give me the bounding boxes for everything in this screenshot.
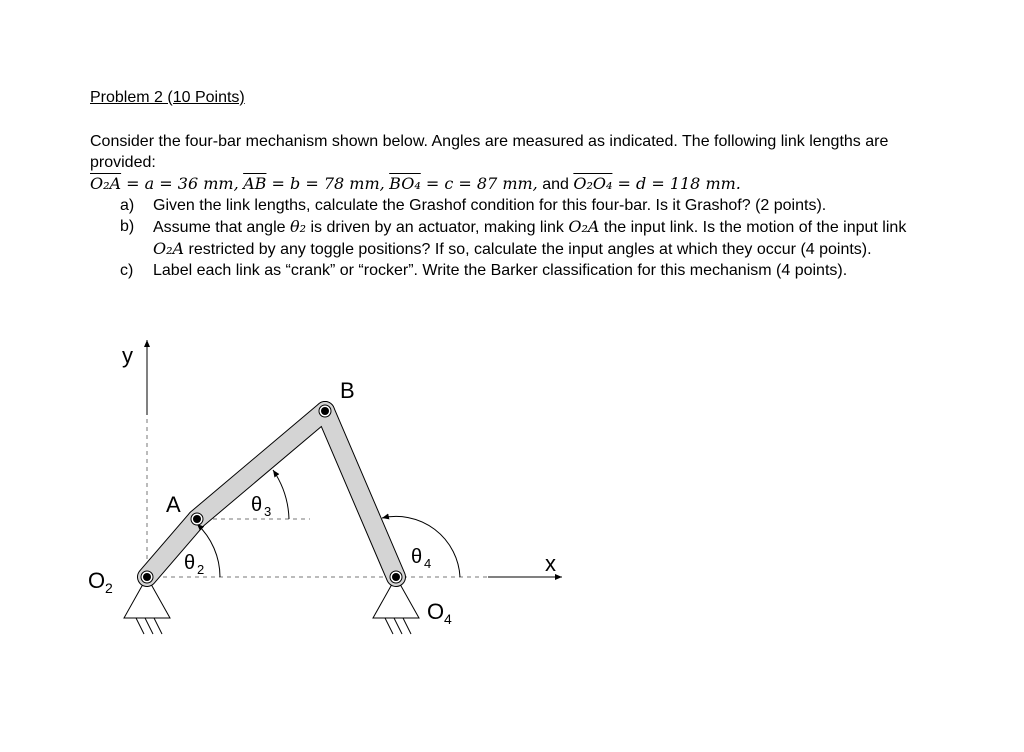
o4-label (427, 599, 452, 627)
theta2-letter: θ (184, 552, 196, 574)
part-b-label: b) (120, 218, 135, 235)
part-c-label: c) (120, 262, 134, 279)
theta3-arc (273, 470, 289, 519)
joint-o2-center (143, 573, 151, 581)
joint-o4-center (392, 573, 400, 581)
ab-value: = b = 78 mm, (266, 174, 385, 193)
y-axis-label: y (122, 343, 133, 368)
theta3-label (251, 494, 271, 519)
theta3-subscript: 3 (264, 504, 272, 519)
joint-b-center (321, 407, 329, 415)
part-b-text-3: the input link. Is the motion of the input link (599, 219, 907, 236)
o2o4-value: = d = 118 mm. (612, 174, 741, 193)
and-word: and (537, 176, 574, 193)
theta4-subscript: 4 (424, 556, 432, 571)
o2-letter: O (88, 568, 106, 593)
o4-subscript: 4 (444, 611, 452, 627)
bo4-value: = c = 87 mm, (420, 174, 538, 193)
part-b-text-2: is driven by an actuator, making link (306, 219, 569, 236)
o2-subscript: 2 (105, 580, 113, 596)
part-b-text-4: restricted by any toggle positions? If so, calculate the input angles at which they occur (4 points). (184, 241, 872, 258)
problem-intro: Consider the four-bar mechanism shown below. Angles are measured as indicated. The following link lengths are provided: (90, 133, 889, 171)
o2-label (88, 568, 113, 596)
o2o4-symbol: O₂O₄ (573, 174, 613, 193)
theta3-letter: θ (251, 494, 263, 516)
x-axis-label: x (545, 551, 556, 576)
point-a-label: A (166, 492, 181, 517)
part-a-label: a) (120, 197, 135, 214)
link-bo4 (325, 411, 396, 577)
o4-letter: O (427, 599, 445, 624)
o2a-symbol: O₂A (90, 174, 122, 193)
bo4-symbol: BO₄ (389, 174, 421, 193)
joint-a-center (193, 515, 201, 523)
o2a-inline-symbol-2: O₂A (153, 239, 185, 258)
problem-title: Problem 2 (10 Points) (90, 89, 245, 106)
theta2-symbol: θ₂ (289, 217, 307, 236)
theta4-label (411, 546, 431, 571)
theta4-letter: θ (411, 546, 423, 568)
o2a-value: = a = 36 mm, (121, 174, 239, 193)
ab-symbol: $\overline{AB}$ (243, 174, 267, 193)
o2a-inline-symbol: O₂A (568, 217, 600, 236)
theta2-label (184, 552, 204, 577)
part-a-text: Given the link lengths, calculate the Grashof condition for this four-bar. Is it Grashof? (2 points). (153, 197, 827, 214)
point-b-label: B (340, 378, 355, 403)
part-b-text-1: Assume that angle (153, 219, 290, 236)
part-c-text: Label each link as “crank” or “rocker”. Write the Barker classification for this mechanism (4 points). (153, 262, 848, 279)
theta2-subscript: 2 (197, 562, 205, 577)
